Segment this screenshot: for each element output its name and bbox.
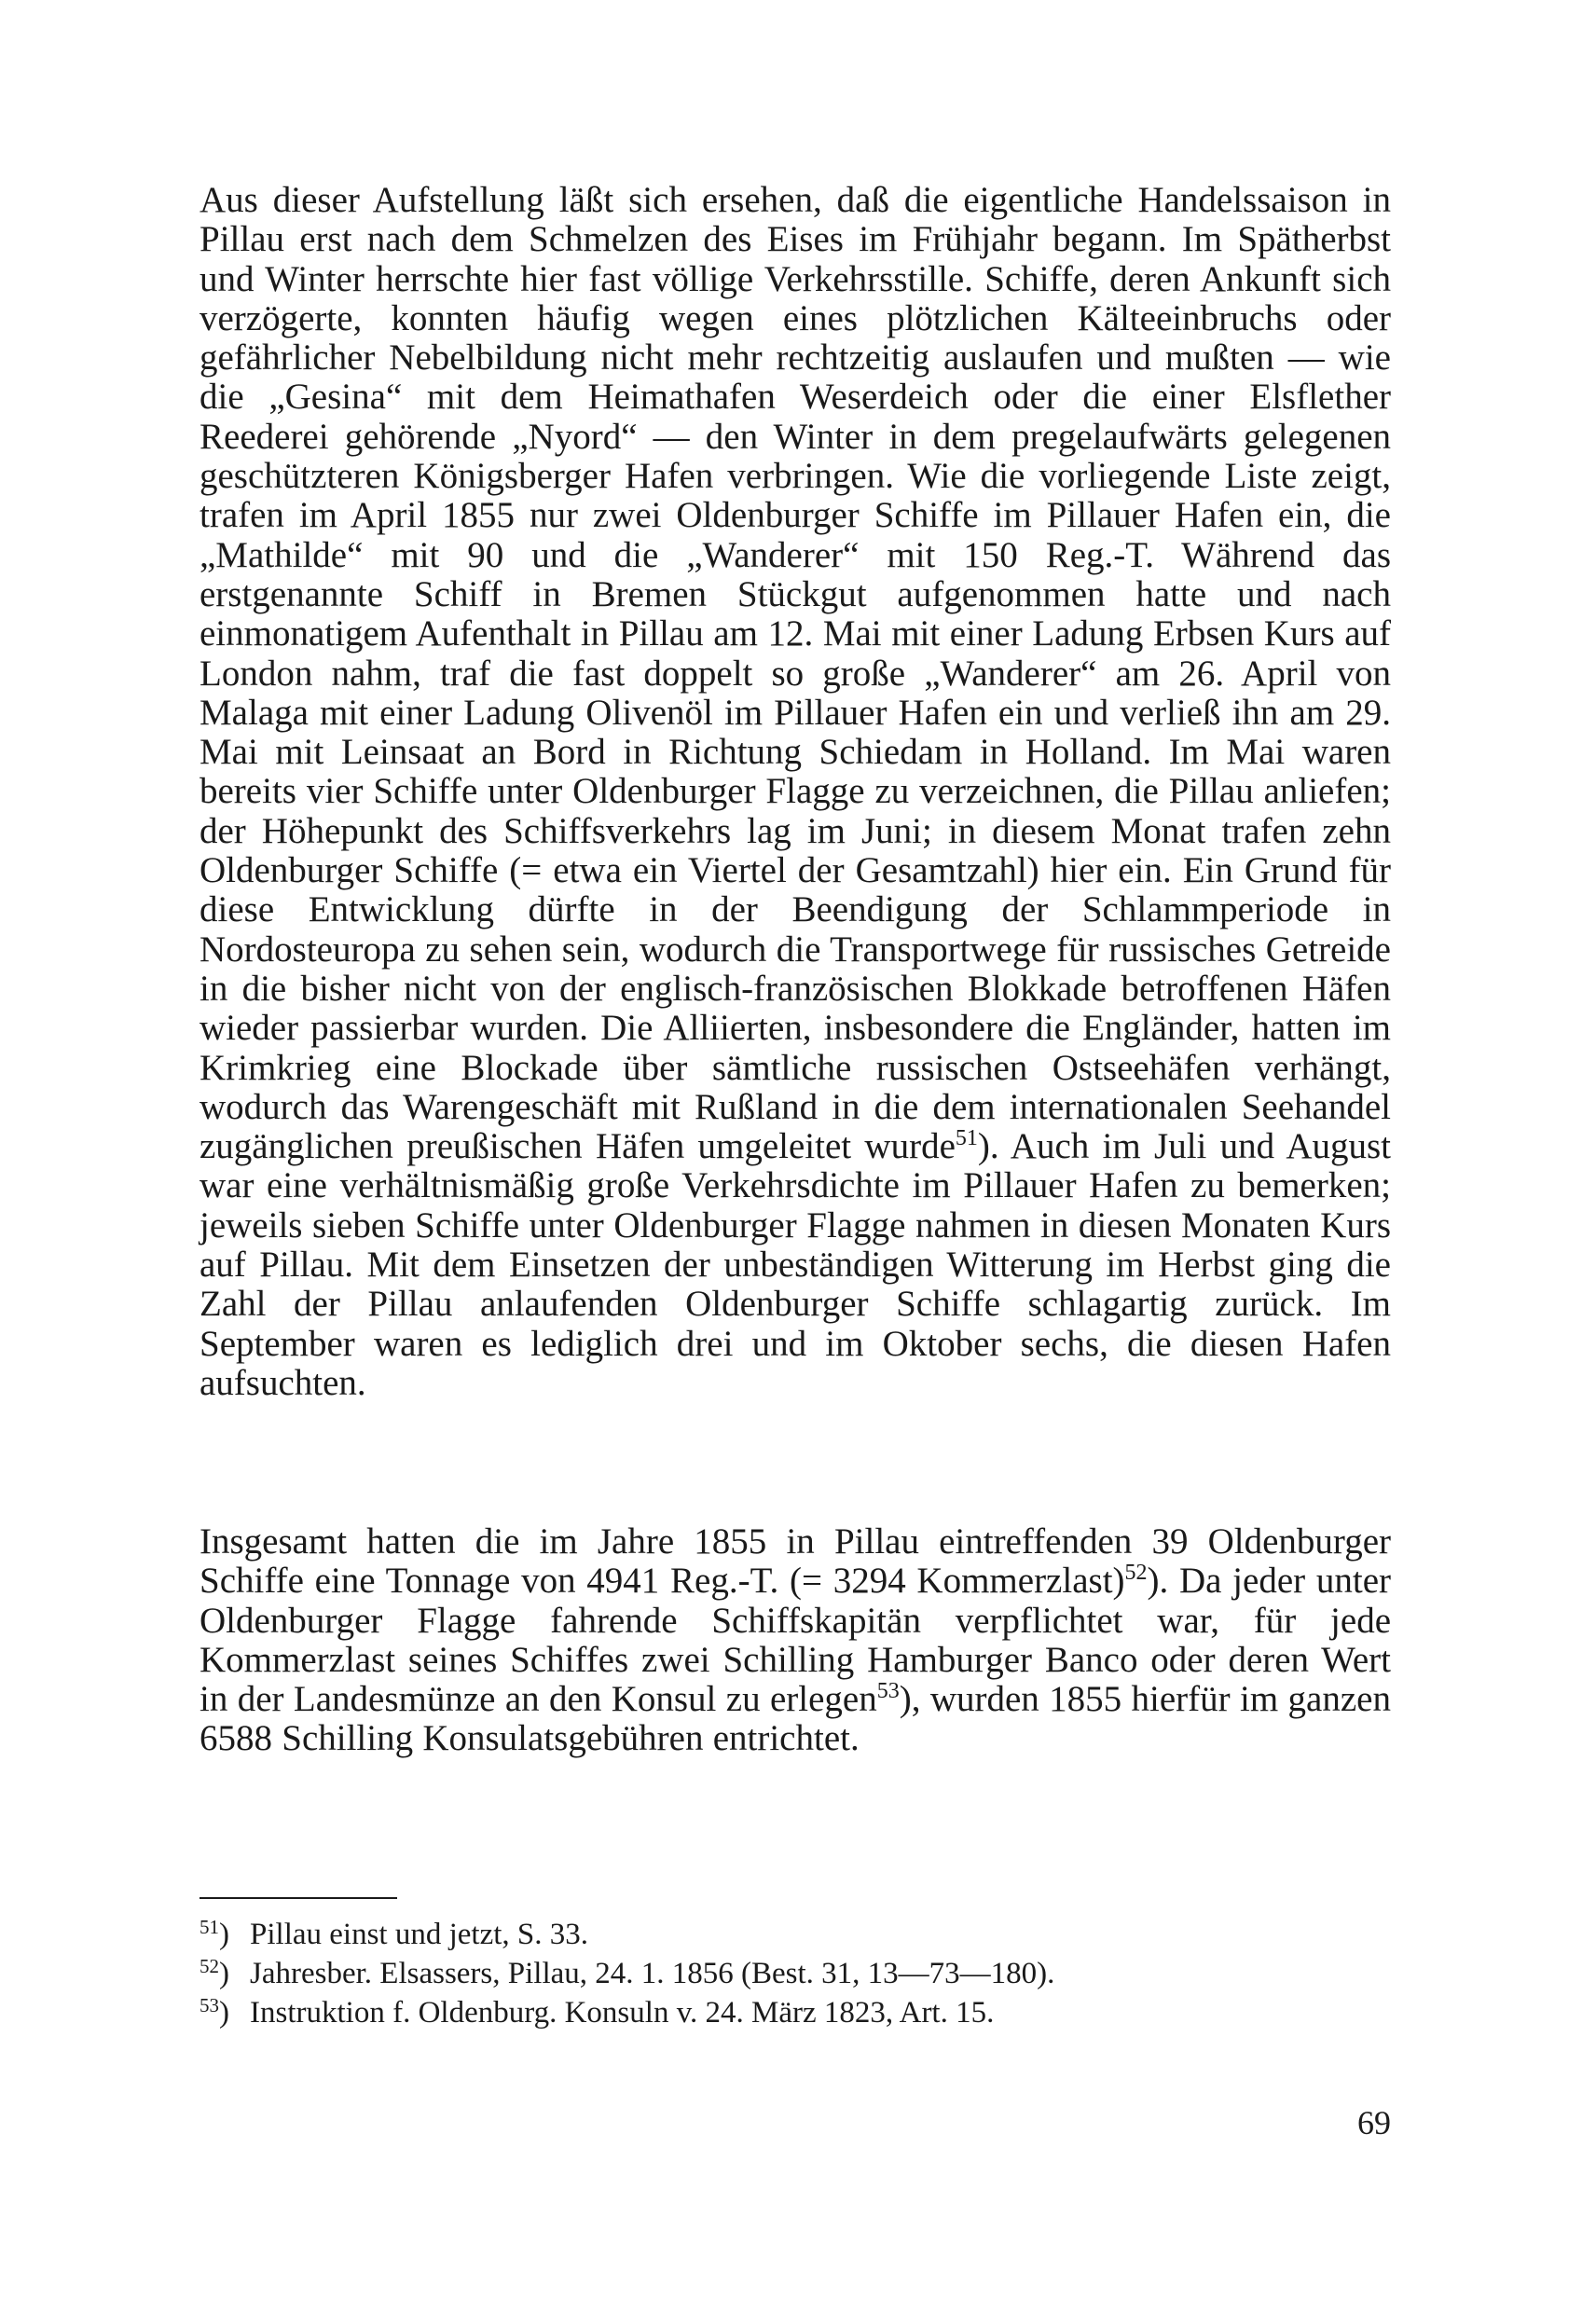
footnote-text: Instruktion f. Oldenburg. Konsuln v. 24. März 1823, Art. 15. [250,1996,995,2030]
paragraph-text-continued: ). Da jeder unter Oldenburger Flagge fahrende Schiffskapitän verpflichtet war, für jede Kommerzlast seines Schiffes zwei Schilling Hamburger Banco oder deren Wert in der Landesmünze an den Konsul zu erlegen [200,1561,1391,1720]
footnote-reference-52: 52 [1124,1561,1148,1586]
paragraph-text-end: ), wurden 1855 hierfür im ganzen 6588 Schilling Konsulatsgebühren entrichtet. [200,1679,1391,1759]
body-paragraph-1 [200,181,1391,1403]
footnote-reference-51: 51 [955,1126,978,1151]
footnote-marker: $^{51}$) [200,1916,229,1951]
footnote-text: Jahresber. Elsassers, Pillau, 24. 1. 1856 (Best. 31, 13—73—180). [250,1957,1055,1990]
body-paragraph-2 [200,1522,1391,1759]
footnote-divider [200,1897,397,1899]
footnote-marker: $^{53}$) [200,1994,229,2030]
footnote-text: Pillau einst und jetzt, S. 33. [250,1918,588,1951]
footnote-item [200,1915,1391,1954]
footnote-item [200,1954,1391,1993]
paragraph-text: Aus dieser Aufstellung läßt sich ersehen, daß die eigentliche Handelssaison in Pillau erst nach dem Schmelzen des Eises im Frühjahr begann. Im Spätherbst und Winter herrschte hier fast völlige Verkehrsstille. Schiffe, deren Ankunft sich verzögerte, konnten häufig wegen eines plötzlichen Kälteeinbruchs oder gefährlicher Nebelbildung nicht mehr rechtzeitig auslaufen und mußten — wie die „Gesina“ mit dem Heimathafen Weserdeich oder die einer Elsflether Reederei gehörende „Nyord“ — den Winter in dem pregelaufwärts gelegenen geschützteren Königsberger Hafen verbringen. Wie die vorliegende Liste zeigt, trafen im April 1855 nur zwei Oldenburger Schiffe im Pillauer Hafen ein, die „Mathilde“ mit 90 und die „Wanderer“ mit 150 Reg.-T. Während das erstgenannte Schiff in Bremen Stückgut aufgenommen hatte und nach einmonatigem Aufenthalt in Pillau am 12. Mai mit einer Ladung Erbsen Kurs auf London nahm, traf die fast doppelt so große „Wanderer“ am 26. April von Malaga mit einer Ladung Olivenöl im Pillauer Hafen ein und verließ ihn am 29. Mai mit Leinsaat an Bord in Richtung Schiedam in Holland. Im Mai waren bereits vier Schiffe unter Oldenburger Flagge zu verzeichnen, die Pillau anliefen; der Höhepunkt des Schiffsverkehrs lag im Juni; in diesem Monat trafen zehn Oldenburger Schiffe (= etwa ein Viertel der Gesamtzahl) hier ein. Ein Grund für diese Entwicklung dürfte in der Beendigung der Schlammperiode in Nordosteuropa zu sehen sein, wodurch die Transportwege für russisches Getreide in die bisher nicht von der englisch-französischen Blokkade betroffenen Häfen wieder passierbar wurden. Die Alliierten, insbesondere die Engländer, hatten im Krimkrieg eine Blockade über sämtliche russischen Ostseehäfen verhängt, wodurch das Warengeschäft mit Rußland in die dem internationalen Seehandel zugänglichen preußischen Häfen umgeleitet wurde [200,180,1391,1167]
page-number: 69 [1357,2104,1391,2141]
paragraph-text: Insgesamt hatten die im Jahre 1855 in Pillau eintreffenden 39 Oldenburger Schiffe eine Tonnage von 4941 Reg.-T. (= 3294 Kommerzlast) [200,1521,1391,1602]
footnote-number: 53 [200,1994,219,2016]
footnote-item [200,1993,1391,2032]
footnote-list [200,1915,1391,2032]
paragraph-text-continued: ). Auch im Juli und August war eine verhältnismäßig große Verkehrsdichte im Pillauer Hafen zu bemerken; jeweils sieben Schiffe unter Oldenburger Flagge nahmen in diesen Monaten Kurs auf Pillau. Mit dem Einsetzen der unbeständigen Witterung im Herbst ging die Zahl der Pillau anlaufenden Oldenburger Schiffe schlagartig zurück. Im September waren es lediglich drei und im Oktober sechs, die diesen Hafen aufsuchten. [200,1126,1391,1403]
footnote-number: 51 [200,1916,219,1938]
footnote-marker: $^{52}$) [200,1955,229,1990]
footnote-reference-53: 53 [876,1679,900,1704]
footnote-number: 52 [200,1955,219,1977]
